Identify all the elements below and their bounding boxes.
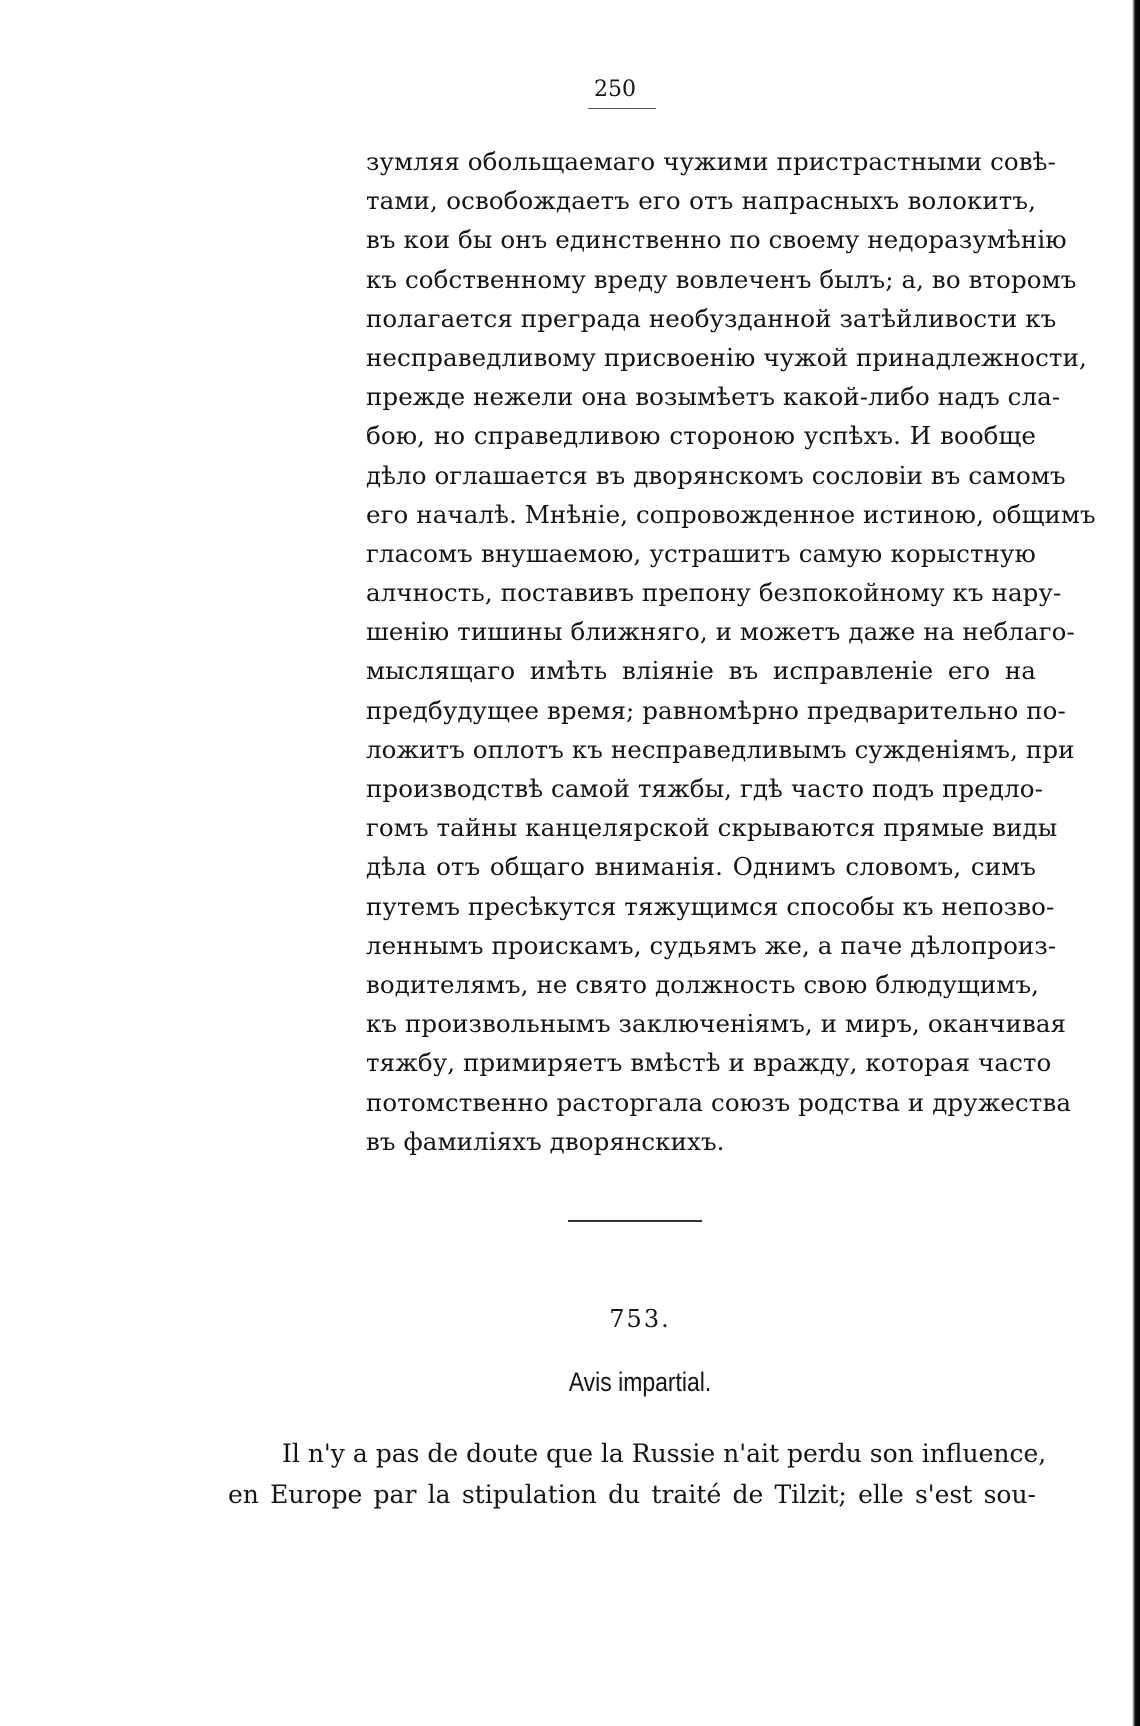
body-line: мыслящаго имѣть вліяніе въ исправленіе его на <box>366 656 1036 686</box>
body-line: его началѣ. Мнѣніе, сопровожденное истиною, общимъ <box>366 499 1096 529</box>
body-line: прежде нежели она возымѣетъ какой-либо надъ сла- <box>366 382 1061 412</box>
french-line: Il n'y a pas de doute que la Russie n'ait perdu son influence, <box>282 1439 1047 1468</box>
body-line: водителямъ, не свято должность свою блюдущимъ, <box>366 969 1040 999</box>
body-line: производствѣ самой тяжбы, гдѣ часто подъ предло- <box>366 774 1043 803</box>
body-line: предбудущее время; равномѣрно предварительно по- <box>366 695 1066 725</box>
body-line: гласомъ внушаемою, устрашитъ самую корыстную <box>366 538 1036 568</box>
body-line: къ произвольнымъ заключеніямъ, и миръ, оканчивая <box>366 1009 1067 1039</box>
french-line: en Europe par la stipulation du traité de Tilzit; elle s'est sou- <box>228 1480 1036 1509</box>
body-line: въ кои бы онъ единственно по своему недоразумѣнію <box>366 225 1067 255</box>
body-line: потомственно расторгала союзъ родства и дружества <box>366 1087 1072 1117</box>
body-line: въ фамиліяхъ дворянскихъ. <box>366 1126 725 1156</box>
document-title: Avis impartial. <box>568 1367 712 1397</box>
body-line: полагается преграда необузданной затѣйливости къ <box>366 303 1057 333</box>
body-line: путемъ пресѣкутся тяжущимся способы къ непозво- <box>366 891 1055 921</box>
body-line: къ собственному вреду вовлеченъ былъ; а, во второмъ <box>366 264 1077 294</box>
body-line: бою, но справедливою стороною успѣхъ. И вообще <box>366 421 1036 451</box>
document-number: 753. <box>609 1305 671 1333</box>
body-line: тами, освобождаетъ его отъ напрасныхъ волокитъ, <box>366 186 1036 216</box>
scan-edge <box>1132 0 1140 1726</box>
page-number: 250 <box>594 77 636 102</box>
body-text <box>366 142 1096 1161</box>
body-line: зумляя обольщаемаго чужими пристрастными совѣ- <box>366 147 1056 176</box>
french-text <box>228 1433 1047 1515</box>
page-number-rule <box>588 108 656 109</box>
body-line: дѣло оглашается въ дворянскомъ сословіи въ самомъ <box>366 460 1066 490</box>
body-line: ложитъ оплотъ къ несправедливымъ сужденіямъ, при <box>366 734 1075 764</box>
body-line: дѣла отъ общаго вниманія. Однимъ словомъ, симъ <box>366 852 1036 882</box>
body-line: тяжбу, примиряетъ вмѣстѣ и вражду, которая часто <box>366 1048 1052 1078</box>
body-line: алчность, поставивъ препону безпокойному къ нару- <box>366 578 1062 608</box>
body-line: гомъ тайны канцелярской скрываются прямые виды <box>366 813 1058 843</box>
body-line: несправедливому присвоенію чужой принадлежности, <box>366 342 1087 372</box>
body-line: леннымъ проискамъ, судьямъ же, а паче дѣлопроиз- <box>366 930 1057 960</box>
section-separator <box>568 1220 702 1222</box>
body-line: шенію тишины ближняго, и можетъ даже на неблаго- <box>366 617 1075 647</box>
